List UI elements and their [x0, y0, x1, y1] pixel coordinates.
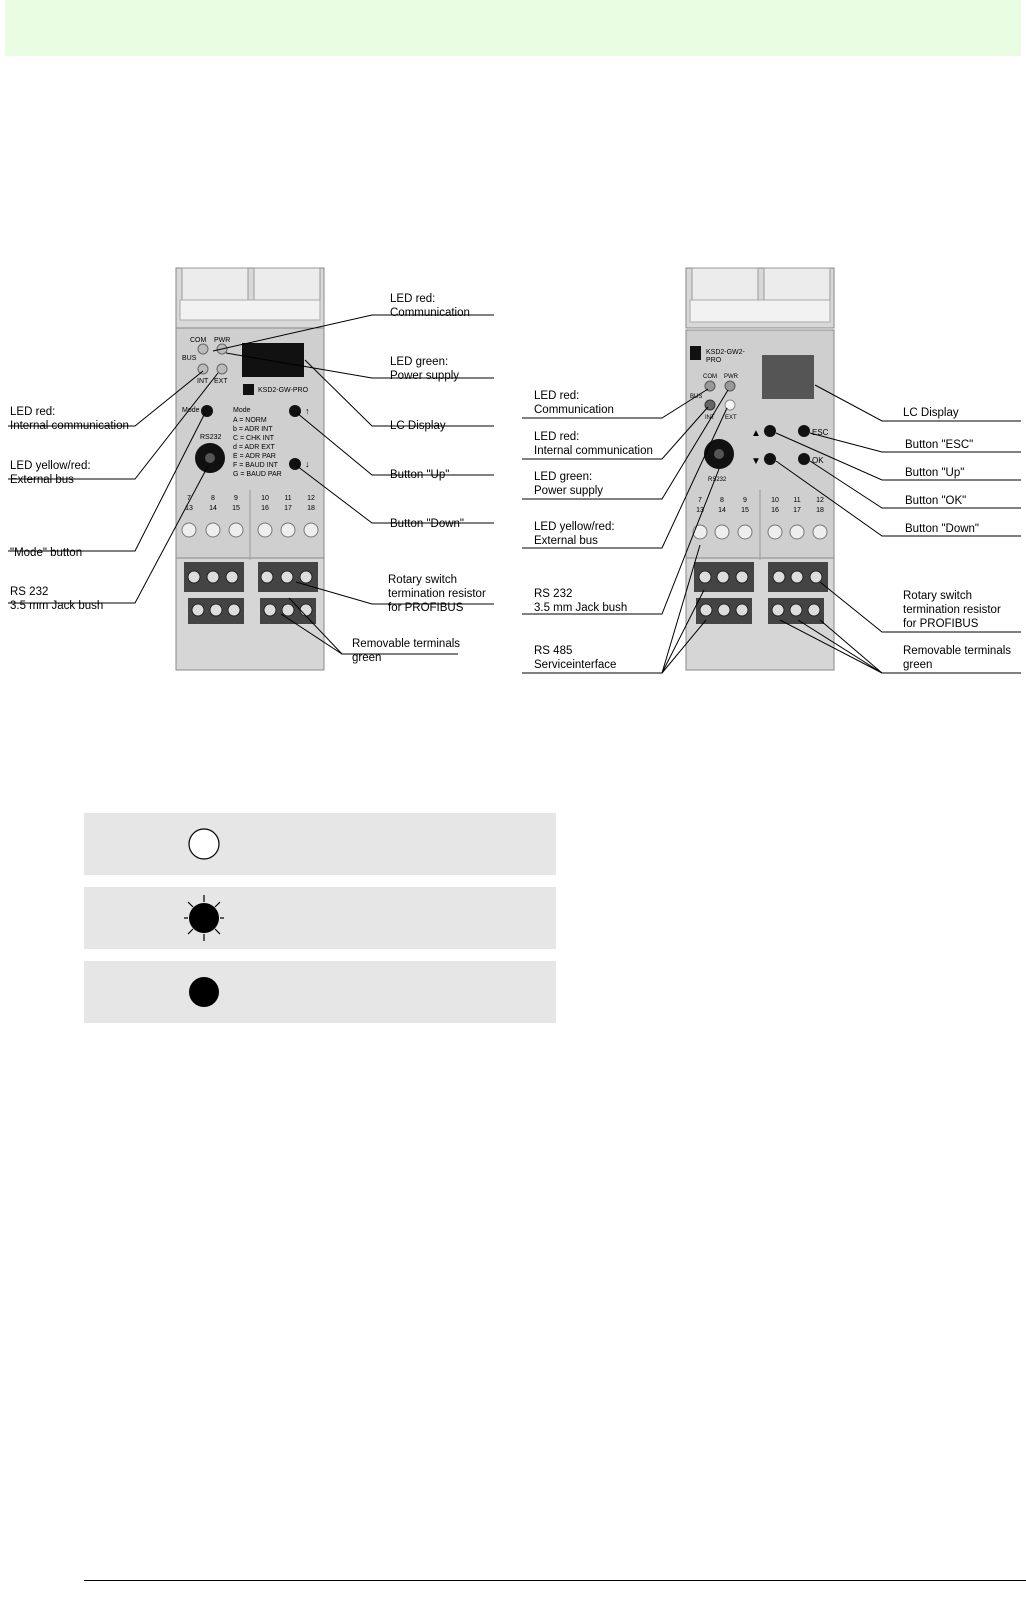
- svg-text:11: 11: [284, 495, 292, 502]
- left-down-arrow-icon: ↓: [305, 459, 310, 469]
- svg-text:17: 17: [284, 505, 292, 512]
- svg-text:13: 13: [696, 507, 704, 514]
- svg-text:18: 18: [816, 507, 824, 514]
- right-down-button[interactable]: [764, 453, 776, 465]
- left-led-int: [198, 364, 208, 374]
- svg-text:8: 8: [211, 495, 215, 502]
- right-callout-lc-display: LC Display: [903, 407, 959, 419]
- right-panel-ext: EXT: [725, 415, 737, 421]
- right-panel-esc: ESC: [812, 428, 829, 437]
- svg-text:12: 12: [307, 495, 315, 502]
- led-on-icon: [184, 961, 224, 1023]
- left-mode-heading: Mode: [233, 407, 251, 414]
- right-callout-led-red-comm: LED red: Communication: [534, 390, 614, 416]
- right-down-triangle-icon: ▼: [751, 456, 761, 467]
- svg-text:9: 9: [234, 495, 238, 502]
- right-callout-rs232-jack: RS 232 3.5 mm Jack bush: [534, 588, 628, 614]
- left-mode-list-item: C = CHK INT: [233, 435, 275, 442]
- right-callout-led-green-power: LED green: Power supply: [534, 471, 604, 497]
- left-callout-removable-terminals: Removable terminals green: [352, 638, 461, 664]
- svg-text:13: 13: [185, 505, 193, 512]
- legend-row-led-on: [84, 961, 556, 1023]
- left-mode-button[interactable]: [201, 405, 213, 417]
- right-callout-rs485: RS 485 Serviceinterface: [534, 645, 617, 671]
- right-callout-led-yellow-red-bus: LED yellow/red: External bus: [534, 521, 615, 547]
- right-callout-button-down: Button "Down": [905, 523, 980, 535]
- left-mode-list-item: b = ADR INT: [233, 426, 273, 433]
- left-callout-button-down: Button "Down": [390, 518, 465, 530]
- svg-text:15: 15: [232, 505, 240, 512]
- left-callout-button-up: Button "Up": [390, 469, 450, 481]
- svg-text:18: 18: [307, 505, 315, 512]
- right-esc-button[interactable]: [798, 425, 810, 437]
- right-up-triangle-icon: ▲: [751, 428, 761, 439]
- right-panel-ok: OK: [812, 456, 824, 465]
- right-up-button[interactable]: [764, 425, 776, 437]
- svg-text:16: 16: [261, 505, 269, 512]
- led-flashing-icon: [184, 887, 224, 949]
- right-ok-button[interactable]: [798, 453, 810, 465]
- left-panel-pwr: PWR: [214, 337, 231, 344]
- left-device-figure: [0, 0, 1026, 700]
- left-logo-icon: [243, 384, 254, 395]
- svg-text:14: 14: [209, 505, 217, 512]
- left-panel-mode: Mode: [182, 407, 200, 414]
- left-mode-list-item: d = ADR EXT: [233, 444, 275, 451]
- right-led-pwr: [725, 381, 735, 391]
- left-panel-int: INT: [197, 378, 209, 385]
- left-callout-mode-button: "Mode" button: [10, 547, 83, 559]
- left-callout-rs232-jack: RS 232 3.5 mm Jack bush: [10, 586, 104, 612]
- right-panel-rs232: RS232: [708, 477, 727, 483]
- right-callout-button-esc: Button "ESC": [905, 439, 974, 451]
- svg-text:15: 15: [741, 507, 749, 514]
- left-model-label: KSD2-GW-PRO: [258, 387, 309, 394]
- right-callout-led-red-internal: LED red: Internal communication: [534, 431, 653, 457]
- legend-row-led-off: [84, 813, 556, 875]
- left-callout-led-red-comm: LED red: Communication: [390, 293, 470, 319]
- right-lc-display: [762, 355, 814, 399]
- right-model-label-2: PRO: [706, 357, 722, 364]
- left-panel-com: COM: [190, 337, 207, 344]
- svg-text:12: 12: [816, 497, 824, 504]
- left-callout-led-yellow-red-bus: LED yellow/red: External bus: [10, 460, 91, 486]
- right-callout-rotary-switch: Rotary switch termination resistor for PROFIBUS: [903, 590, 1001, 630]
- left-led-com: [198, 344, 208, 354]
- left-callout-lc-display: LC Display: [390, 420, 446, 432]
- svg-text:16: 16: [771, 507, 779, 514]
- svg-text:7: 7: [698, 497, 702, 504]
- svg-text:11: 11: [793, 497, 801, 504]
- svg-text:7: 7: [187, 495, 191, 502]
- left-lc-display: [242, 343, 304, 377]
- right-panel-bus: BUS: [690, 394, 703, 400]
- left-mode-list-item: G = BAUD PAR: [233, 471, 282, 478]
- right-logo-icon: [690, 346, 701, 360]
- legend-row-led-flashing: [84, 887, 556, 949]
- left-callout-led-red-internal: LED red: Internal communication: [10, 406, 129, 432]
- left-panel-bus: BUS: [182, 355, 197, 362]
- svg-text:8: 8: [720, 497, 724, 504]
- right-panel-com: COM: [703, 374, 717, 380]
- left-callout-led-green-power: LED green: Power supply: [390, 356, 460, 382]
- footer-rule: [84, 1580, 1026, 1581]
- svg-text:10: 10: [261, 495, 269, 502]
- left-panel-rs232: RS232: [200, 434, 222, 441]
- right-callout-button-up: Button "Up": [905, 467, 965, 479]
- right-panel-pwr: PWR: [724, 374, 738, 380]
- right-model-label: KSD2-GW2-: [706, 349, 745, 356]
- right-callout-removable-terminals: Removable terminals green: [903, 645, 1012, 671]
- left-mode-list-item: A = NORM: [233, 417, 267, 424]
- left-callout-rotary-switch: Rotary switch termination resistor for PROFIBUS: [388, 574, 486, 614]
- right-callout-button-ok: Button "OK": [905, 495, 967, 507]
- right-panel-int: INT: [705, 415, 715, 421]
- svg-text:17: 17: [793, 507, 801, 514]
- left-led-ext: [217, 364, 227, 374]
- svg-text:14: 14: [718, 507, 726, 514]
- svg-text:9: 9: [743, 497, 747, 504]
- left-panel-ext: EXT: [214, 378, 228, 385]
- left-up-arrow-icon: ↑: [305, 406, 310, 416]
- svg-text:10: 10: [771, 497, 779, 504]
- left-mode-list-item: F = BAUD INT: [233, 462, 278, 469]
- left-mode-list-item: E = ADR PAR: [233, 453, 276, 460]
- led-off-icon: [184, 813, 224, 875]
